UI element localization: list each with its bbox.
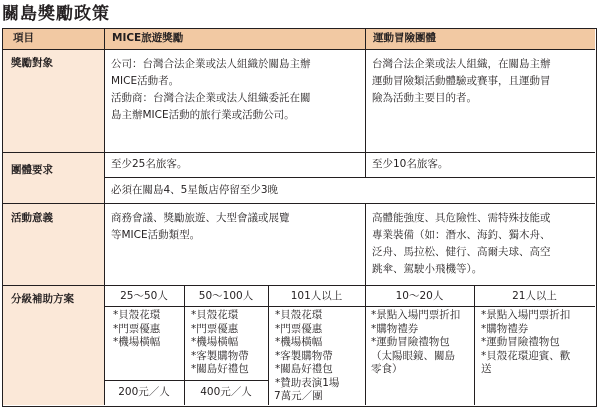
tier-amount: 200元／人 bbox=[118, 386, 170, 398]
tier-items bbox=[184, 306, 268, 380]
group-mice-min: 至少25名旅客。 bbox=[111, 158, 188, 170]
list-item: *客製購物帶 bbox=[191, 349, 249, 362]
column-divider bbox=[365, 29, 366, 177]
label-purpose: 活動意義 bbox=[11, 212, 53, 224]
tier-amount: 400元／人 bbox=[200, 386, 252, 398]
list-item: *運動冒險禮物包 bbox=[481, 336, 560, 348]
policy-table bbox=[2, 28, 597, 407]
group-sports-min: 至少10名旅客。 bbox=[372, 158, 449, 170]
list-item: *貝殼花環 bbox=[275, 309, 323, 321]
list-item: *門票優惠 bbox=[275, 322, 323, 335]
list-item: 送 bbox=[481, 363, 492, 375]
row-divider bbox=[104, 380, 268, 381]
list-item: *機場橫幅 bbox=[275, 336, 323, 348]
list-item: *客製購物帶 bbox=[275, 349, 333, 362]
page-title: 關島獎勵政策 bbox=[2, 4, 110, 24]
target-mice-line: 島主辦MICE活動的旅行業或活動公司。 bbox=[111, 109, 295, 121]
list-item: *關島好禮包 bbox=[191, 363, 249, 375]
list-item: （太陽眼鏡、關島 bbox=[371, 349, 455, 362]
purpose-sports-line: 專業裝備（如：潛水、海釣、獨木舟、 bbox=[372, 229, 551, 241]
tier-amount-group: 7萬元／團 bbox=[274, 390, 323, 402]
target-sports-line: 台灣合法企業或法人組織，在關島主辦 bbox=[372, 58, 551, 70]
list-item: *景點入場門票折扣 bbox=[371, 309, 461, 321]
purpose-sports-line: 高體能強度、具危險性、需特殊技能或 bbox=[372, 212, 551, 224]
tier-range: 21人以上 bbox=[512, 290, 557, 302]
row-divider bbox=[3, 203, 595, 204]
list-item: *貝殼花環 bbox=[113, 309, 161, 321]
target-sports-line: 運動冒險類活動體驗或賽事，且運動冒 bbox=[372, 75, 551, 87]
purpose-mice bbox=[104, 203, 365, 285]
target-mice-line: 活動商：台灣合法企業或法人組織委託在關 bbox=[111, 92, 311, 104]
purpose-sports-line: 泛舟、馬拉松、健行、高爾夫球、高空 bbox=[372, 246, 551, 258]
row-divider bbox=[104, 177, 595, 178]
tier-items bbox=[365, 306, 474, 405]
list-item: *購物禮券 bbox=[481, 322, 529, 335]
purpose-mice-line: 等MICE活動類型。 bbox=[111, 229, 201, 241]
target-mice-line: 公司：台灣合法企業或法人組織於關島主辦 bbox=[111, 58, 311, 70]
header-sports: 運動冒險團體 bbox=[373, 32, 436, 44]
row-divider bbox=[3, 49, 595, 50]
list-item: *景點入場門票折扣 bbox=[481, 309, 571, 321]
list-item: *貝殼花環迎賓、歡 bbox=[481, 349, 571, 362]
tier-range: 25〜50人 bbox=[120, 290, 168, 302]
purpose-sports-line: 跳傘、駕駛小飛機等）。 bbox=[372, 263, 483, 275]
list-item: *門票優惠 bbox=[191, 322, 239, 335]
target-sports bbox=[365, 49, 595, 152]
list-item: *關島好禮包 bbox=[275, 363, 333, 375]
label-tiers: 分級補助方案 bbox=[11, 293, 74, 305]
column-divider bbox=[365, 203, 366, 405]
group-hotel: 必須在關島4、5星飯店停留至少3晚 bbox=[111, 184, 279, 196]
list-item: *機場橫幅 bbox=[113, 336, 161, 348]
column-divider bbox=[268, 285, 269, 405]
tier-items bbox=[474, 306, 595, 405]
target-mice-line: MICE活動者。 bbox=[111, 75, 180, 87]
tier-range: 50〜100人 bbox=[198, 290, 254, 302]
label-group: 團體要求 bbox=[11, 164, 53, 176]
column-divider bbox=[184, 285, 185, 405]
list-item: *贊助表演1場 bbox=[275, 376, 340, 389]
list-item: *購物禮券 bbox=[371, 322, 419, 335]
tier-range: 10〜20人 bbox=[395, 290, 444, 302]
list-item: *貝殼花環 bbox=[191, 309, 239, 321]
list-item: *運動冒險禮物包 bbox=[371, 336, 450, 348]
header-item: 項目 bbox=[13, 32, 34, 44]
column-divider bbox=[474, 285, 475, 405]
list-item: *機場橫幅 bbox=[191, 336, 239, 348]
purpose-mice-line: 商務會議、獎勵旅遊、大型會議或展覽 bbox=[111, 212, 290, 224]
tier-items bbox=[104, 306, 184, 380]
list-item: *門票優惠 bbox=[113, 322, 161, 335]
list-item: 零食） bbox=[371, 363, 403, 375]
label-target: 獎勵對象 bbox=[11, 57, 53, 69]
row-divider bbox=[3, 285, 595, 286]
column-divider bbox=[104, 29, 105, 405]
header-mice: MICE旅遊獎勵 bbox=[112, 32, 184, 44]
target-mice bbox=[104, 49, 365, 152]
purpose-sports bbox=[365, 203, 595, 285]
target-sports-line: 險為活動主要目的者。 bbox=[372, 92, 477, 104]
row-divider bbox=[104, 306, 595, 307]
row-divider bbox=[3, 152, 595, 153]
tier-range: 101人以上 bbox=[290, 290, 343, 302]
